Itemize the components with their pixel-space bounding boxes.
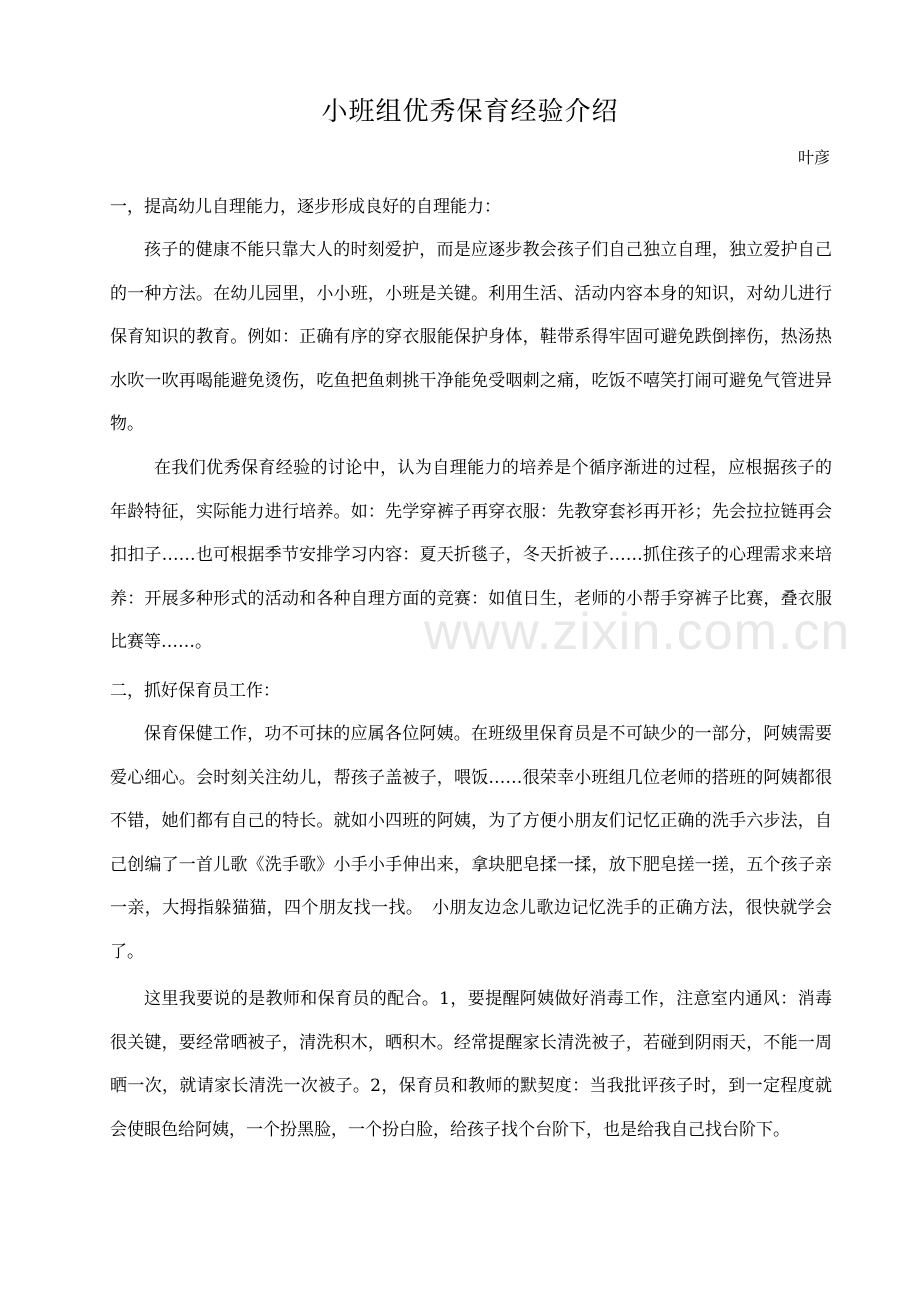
document-title: 小班组优秀保育经验介绍: [321, 97, 619, 127]
watermark: www.zixin.com.cn: [424, 603, 851, 661]
section-heading-2: 二，抓好保育员工作：: [110, 681, 280, 701]
paragraph-1: 孩子的健康不能只靠大人的时刻爱护，而是应逐步教会孩子们自己独立自理，独立爱护自己的一种方法。在幼儿园里，小小班，小班是关键。利用生活、活动内容本身的知识，对幼儿进行保育知识的教育。例如：正确有序的穿衣服能保护身体，鞋带系得牢固可避免跌倒摔伤，热汤热水吹一吹再喝能避免烫伤，吃鱼把鱼刺挑干净能免受咽刺之痛，吃饭不嘻笑打闹可避免气管进异物。: [110, 240, 832, 435]
paragraph-2: 在我们优秀保育经验的讨论中，认为自理能力的培养是个循序渐进的过程，应根据孩子的年龄特征，实际能力进行培养。如：先学穿裤子再穿衣服：先教穿套衫再开衫；先会拉拉链再会扣扣子……也可根据季节安排学习内容：夏天折毯子，冬天折被子……抓住孩子的心理需求来培养：开展多种形式的活动和各种自理方面的竞赛：如值日生，老师的小帮手穿裤子比赛，叠衣服比赛等……。: [110, 458, 832, 653]
paragraph-4: 这里我要说的是教师和保育员的配合。1，要提醒阿姨做好消毒工作，注意室内通风：消毒很关键，要经常晒被子，清洗积木，晒积木。经常提醒家长清洗被子，若碰到阴雨天，不能一周晒一次，就请家长清洗一次被子。2，保育员和教师的默契度：当我批评孩子时，到一定程度就会使眼色给阿姨，一个扮黑脸，一个扮白脸，给孩子找个台阶下，也是给我自己找台阶下。: [110, 989, 832, 1140]
section-heading-1: 一，提高幼儿自理能力，逐步形成良好的自理能力：: [110, 197, 501, 217]
author-name: 叶彦: [797, 148, 830, 167]
paragraph-3: 保育保健工作，功不可抹的应属各位阿姨。在班级里保育员是不可缺少的一部分，阿姨需要爱心细心。会时刻关注幼儿，帮孩子盖被子，喂饭……很荣幸小班组几位老师的搭班的阿姨都很不错，她们都有自己的特长。就如小四班的阿姨，为了方便小朋友们记忆正确的洗手六步法，自己创编了一首儿歌《洗手歌》小手小手伸出来，拿块肥皂揉一揉，放下肥皂搓一搓，五个孩子亲一亲，大拇指躲猫猫，四个朋友找一找。 小朋友边念儿歌边记忆洗手的正确方法，很快就学会了。: [110, 724, 832, 962]
